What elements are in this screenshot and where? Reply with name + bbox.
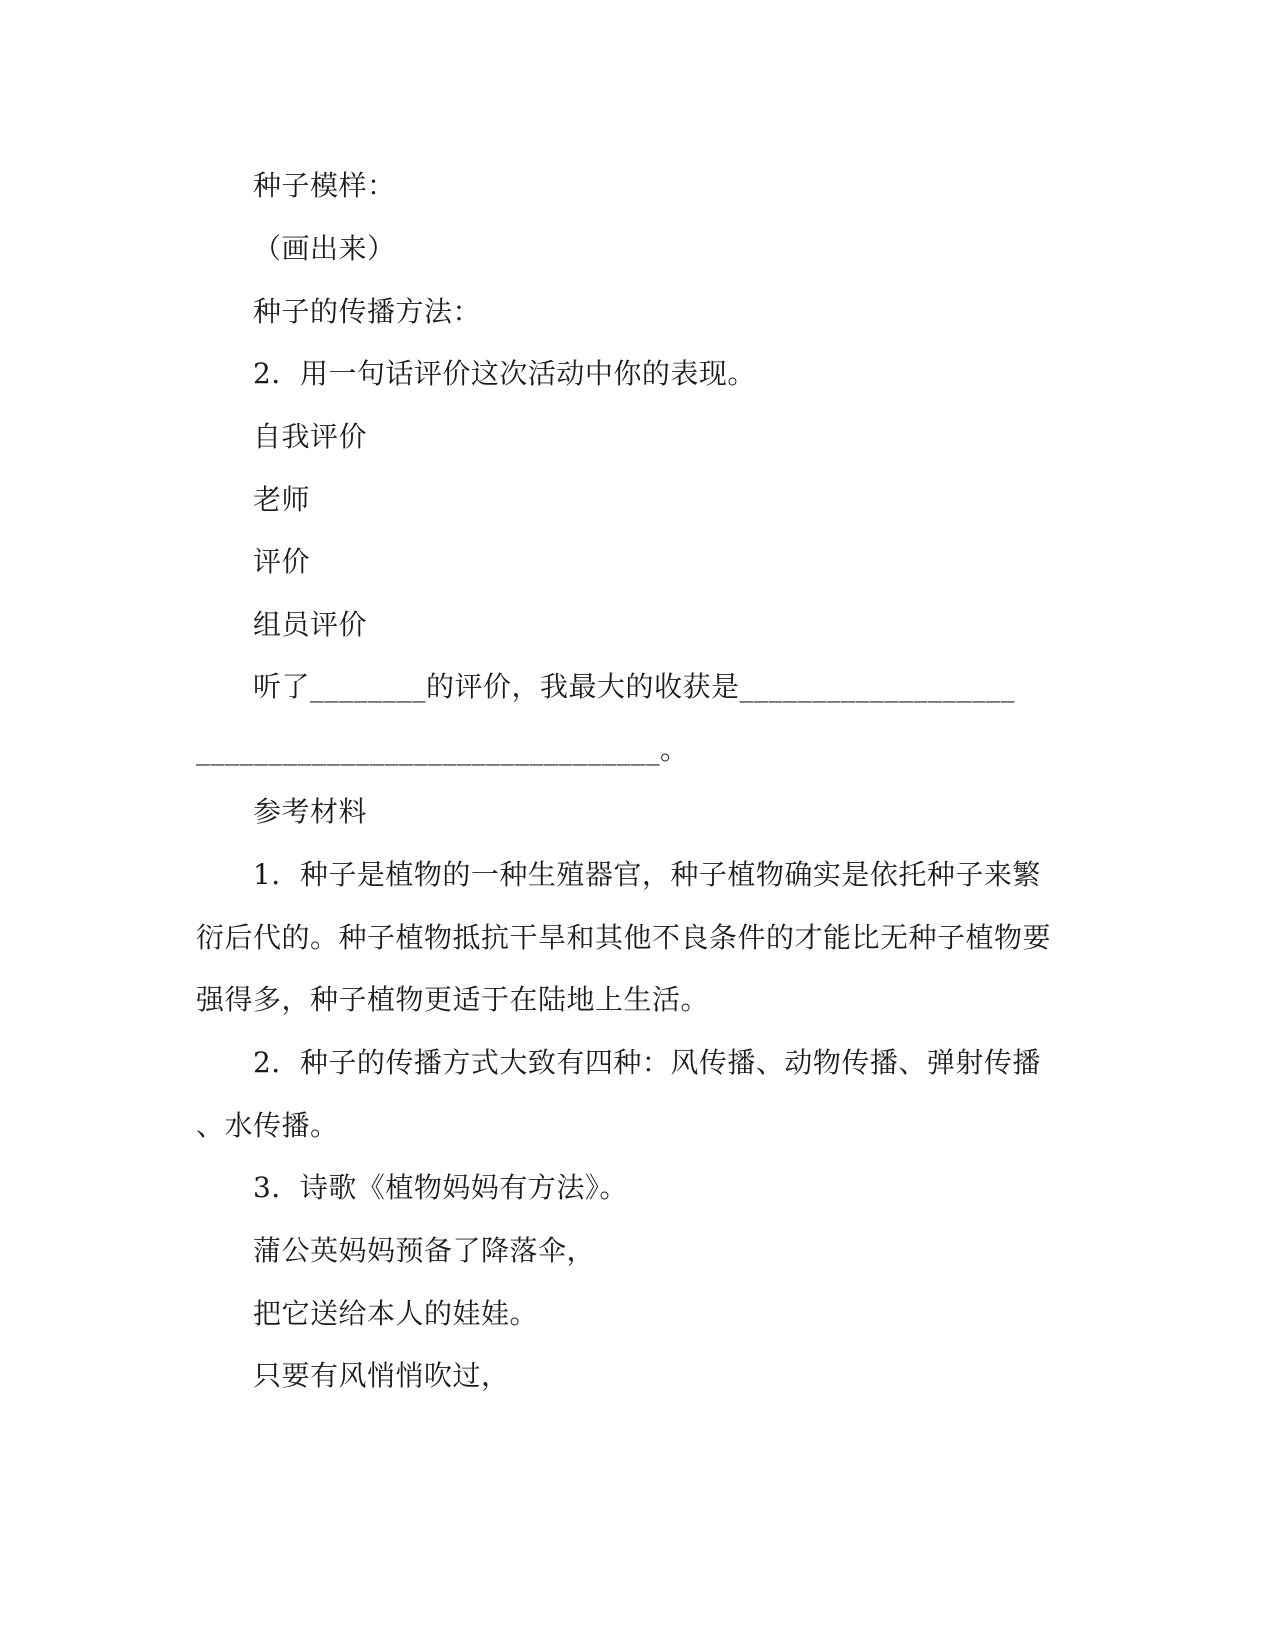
question-2: 2．用一句话评价这次活动中你的表现。	[253, 357, 756, 390]
reference-1-line-2: 衍后代的。种子植物抵抗干旱和其他不良条件的才能比无种子植物要	[196, 921, 1052, 954]
reference-1-line-3: 强得多，种子植物更适于在陆地上生活。	[196, 983, 710, 1016]
group-evaluation-label: 组员评价	[253, 608, 368, 641]
draw-it-note: （画出来）	[253, 232, 396, 265]
seed-dispersal-label: 种子的传播方法：	[253, 295, 482, 328]
evaluation-label: 评价	[253, 545, 311, 578]
reference-3-title: 3．诗歌《植物妈妈有方法》。	[253, 1171, 628, 1204]
poem-line-1: 蒲公英妈妈预备了降落伞，	[253, 1234, 596, 1267]
seed-appearance-label: 种子模样：	[253, 169, 396, 202]
reference-1-line-1: 1．种子是植物的一种生殖器官，种子植物确实是依托种子来繁	[253, 858, 1041, 891]
reference-2-line-1: 2．种子的传播方式大致有四种：风传播、动物传播、弹射传播	[253, 1046, 1041, 1079]
reference-heading: 参考材料	[253, 795, 368, 828]
harvest-fill-in-line-2: ________________________________。	[196, 733, 689, 766]
harvest-fill-in-line-1: 听了________的评价，我最大的收获是___________________	[253, 670, 1016, 703]
self-evaluation-label: 自我评价	[253, 420, 368, 453]
reference-2-line-2: 、水传播。	[196, 1109, 339, 1142]
teacher-label: 老师	[253, 483, 311, 516]
poem-line-2: 把它送给本人的娃娃。	[253, 1297, 539, 1330]
poem-line-3: 只要有风悄悄吹过，	[253, 1359, 510, 1392]
